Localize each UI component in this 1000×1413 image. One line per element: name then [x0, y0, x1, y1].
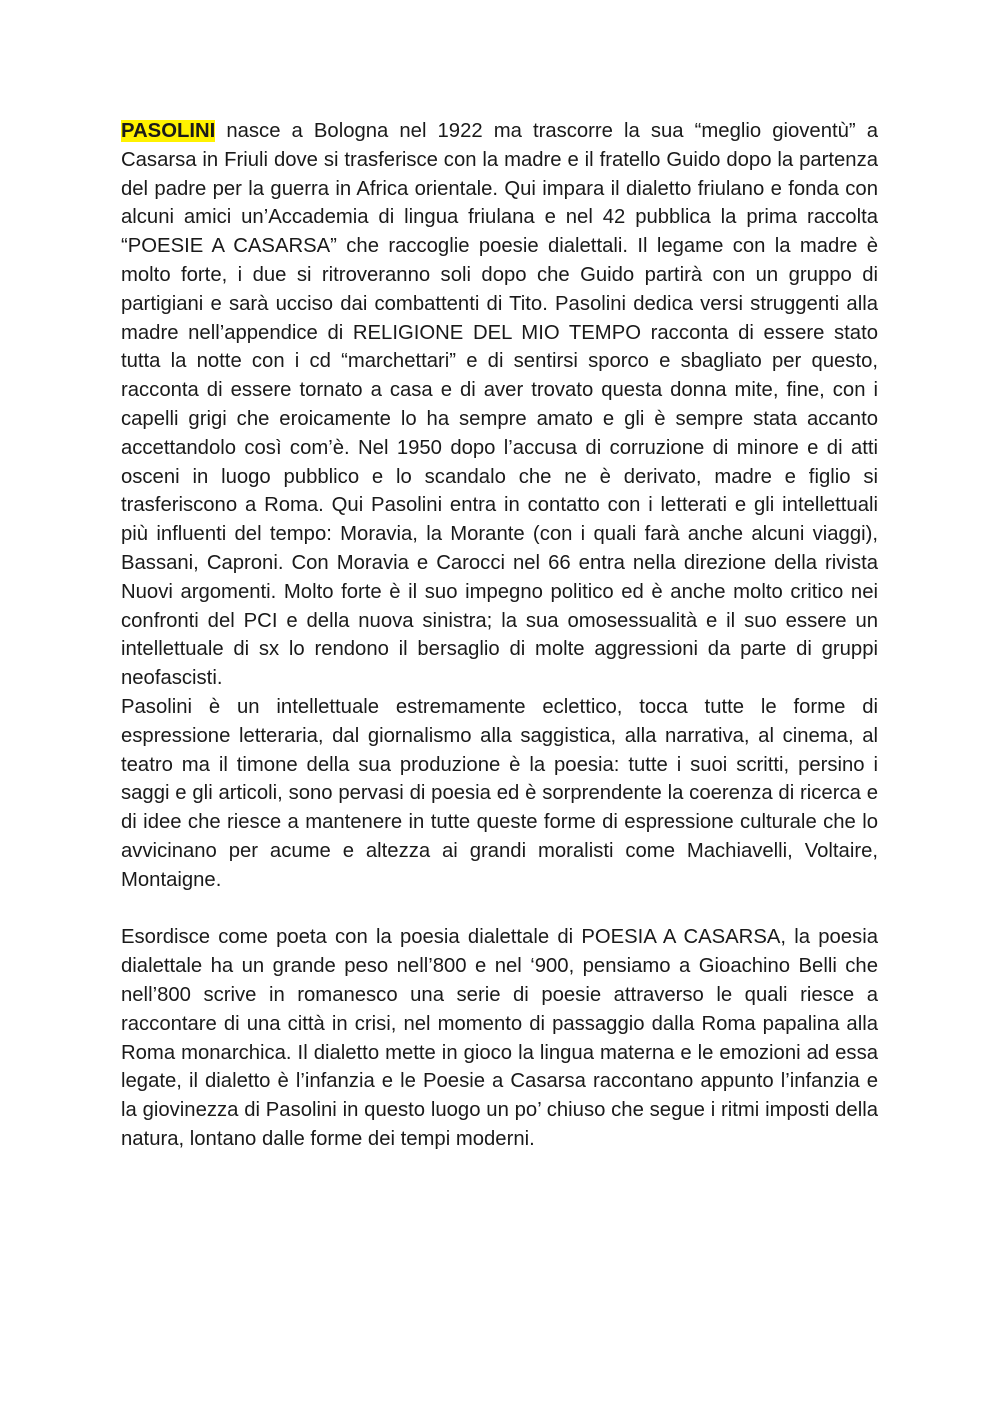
paragraph-2: Pasolini è un intellettuale estremamente eclettico, tocca tutte le forme di espressione letteraria, dal giornalismo alla saggistica, alla narrativa, al cinema, al teatro ma il timone della sua produzione è la poesia: tutte i suoi scritti, persino i saggi e gli articoli, sono pervasi di poesia ed è sorprendente la coerenza di ricerca e di idee che riesce a mantenere in tutte queste forme di espressione culturale che lo avvicinano per acume e altezza ai grandi moralisti come Machiavelli, Voltaire, Montaigne.	[121, 695, 878, 891]
paragraph-3: Esordisce come poeta con la poesia dialettale di POESIA A CASARSA, la poesia dialettale ha un grande peso nell’800 e nel ‘900, pensiamo a Gioachino Belli che nell’800 scrive in romanesco una serie di poesie attraverso le quali riesce a raccontare di una città in crisi, nel momento di passaggio dalla Roma papalina alla Roma monarchica. Il dialetto mette in gioco la lingua materna e le emozioni ad essa legate, il dialetto è l’infanzia e le Poesie a Casarsa raccontano appunto l’infanzia e la giovinezza di Pasolini in questo luogo un po’ chiuso che segue i ritmi imposti della natura, lontano dalle forme dei tempi moderni.	[121, 926, 878, 1150]
paragraph-1-text: nasce a Bologna nel 1922 ma trascorre la sua “meglio gioventù” a Casarsa in Friuli dove si trasferisce con la madre e il fratello Guido dopo la partenza del padre per la guerra in Africa orientale. Qui impara il dialetto friulano e fonda con alcuni amici un’Accademia di lingua friulana e nel 42 pubblica la prima raccolta “POESIE A CASARSA” che raccoglie poesie dialettali. Il legame con la madre è molto forte, i due si ritroveranno soli dopo che Guido partirà con un gruppo di partigiani e sarà ucciso dai combattenti di Tito. Pasolini dedica versi struggenti alla madre nell’appendice di RELIGIONE DEL MIO TEMPO racconta di essere stato tutta la notte con i cd “marchettari” e di sentirsi sporco e sbagliato per questo, racconta di essere tornato a casa e di aver trovato questa donna mite, fine, con i capelli grigi che eroicamente lo ha sempre amato e gli è sempre stata accanto accettandolo così com’è. Nel 1950 dopo l’accusa di corruzione di minore e di atti osceni in luogo pubblico e lo scandalo che ne è derivato, madre e figlio si trasferiscono a Roma. Qui Pasolini entra in contatto con i letterati e gli intellettuali più influenti del tempo: Moravia, la Morante (con i quali farà anche alcuni viaggi), Bassani, Caproni. Con Moravia e Carocci nel 66 entra nella direzione della rivista Nuovi argomenti. Molto forte è il suo impegno politico ed è anche molto critico nei confronti del PCI e della nuova sinistra; la sua omosessualità e il suo essere un intellettuale di sx lo rendono il bersaglio di molte aggressioni da parte di gruppi neofascisti.	[121, 120, 878, 690]
document-body	[121, 117, 878, 1154]
paragraph-1	[121, 117, 878, 693]
highlighted-name: PASOLINI	[121, 120, 216, 142]
